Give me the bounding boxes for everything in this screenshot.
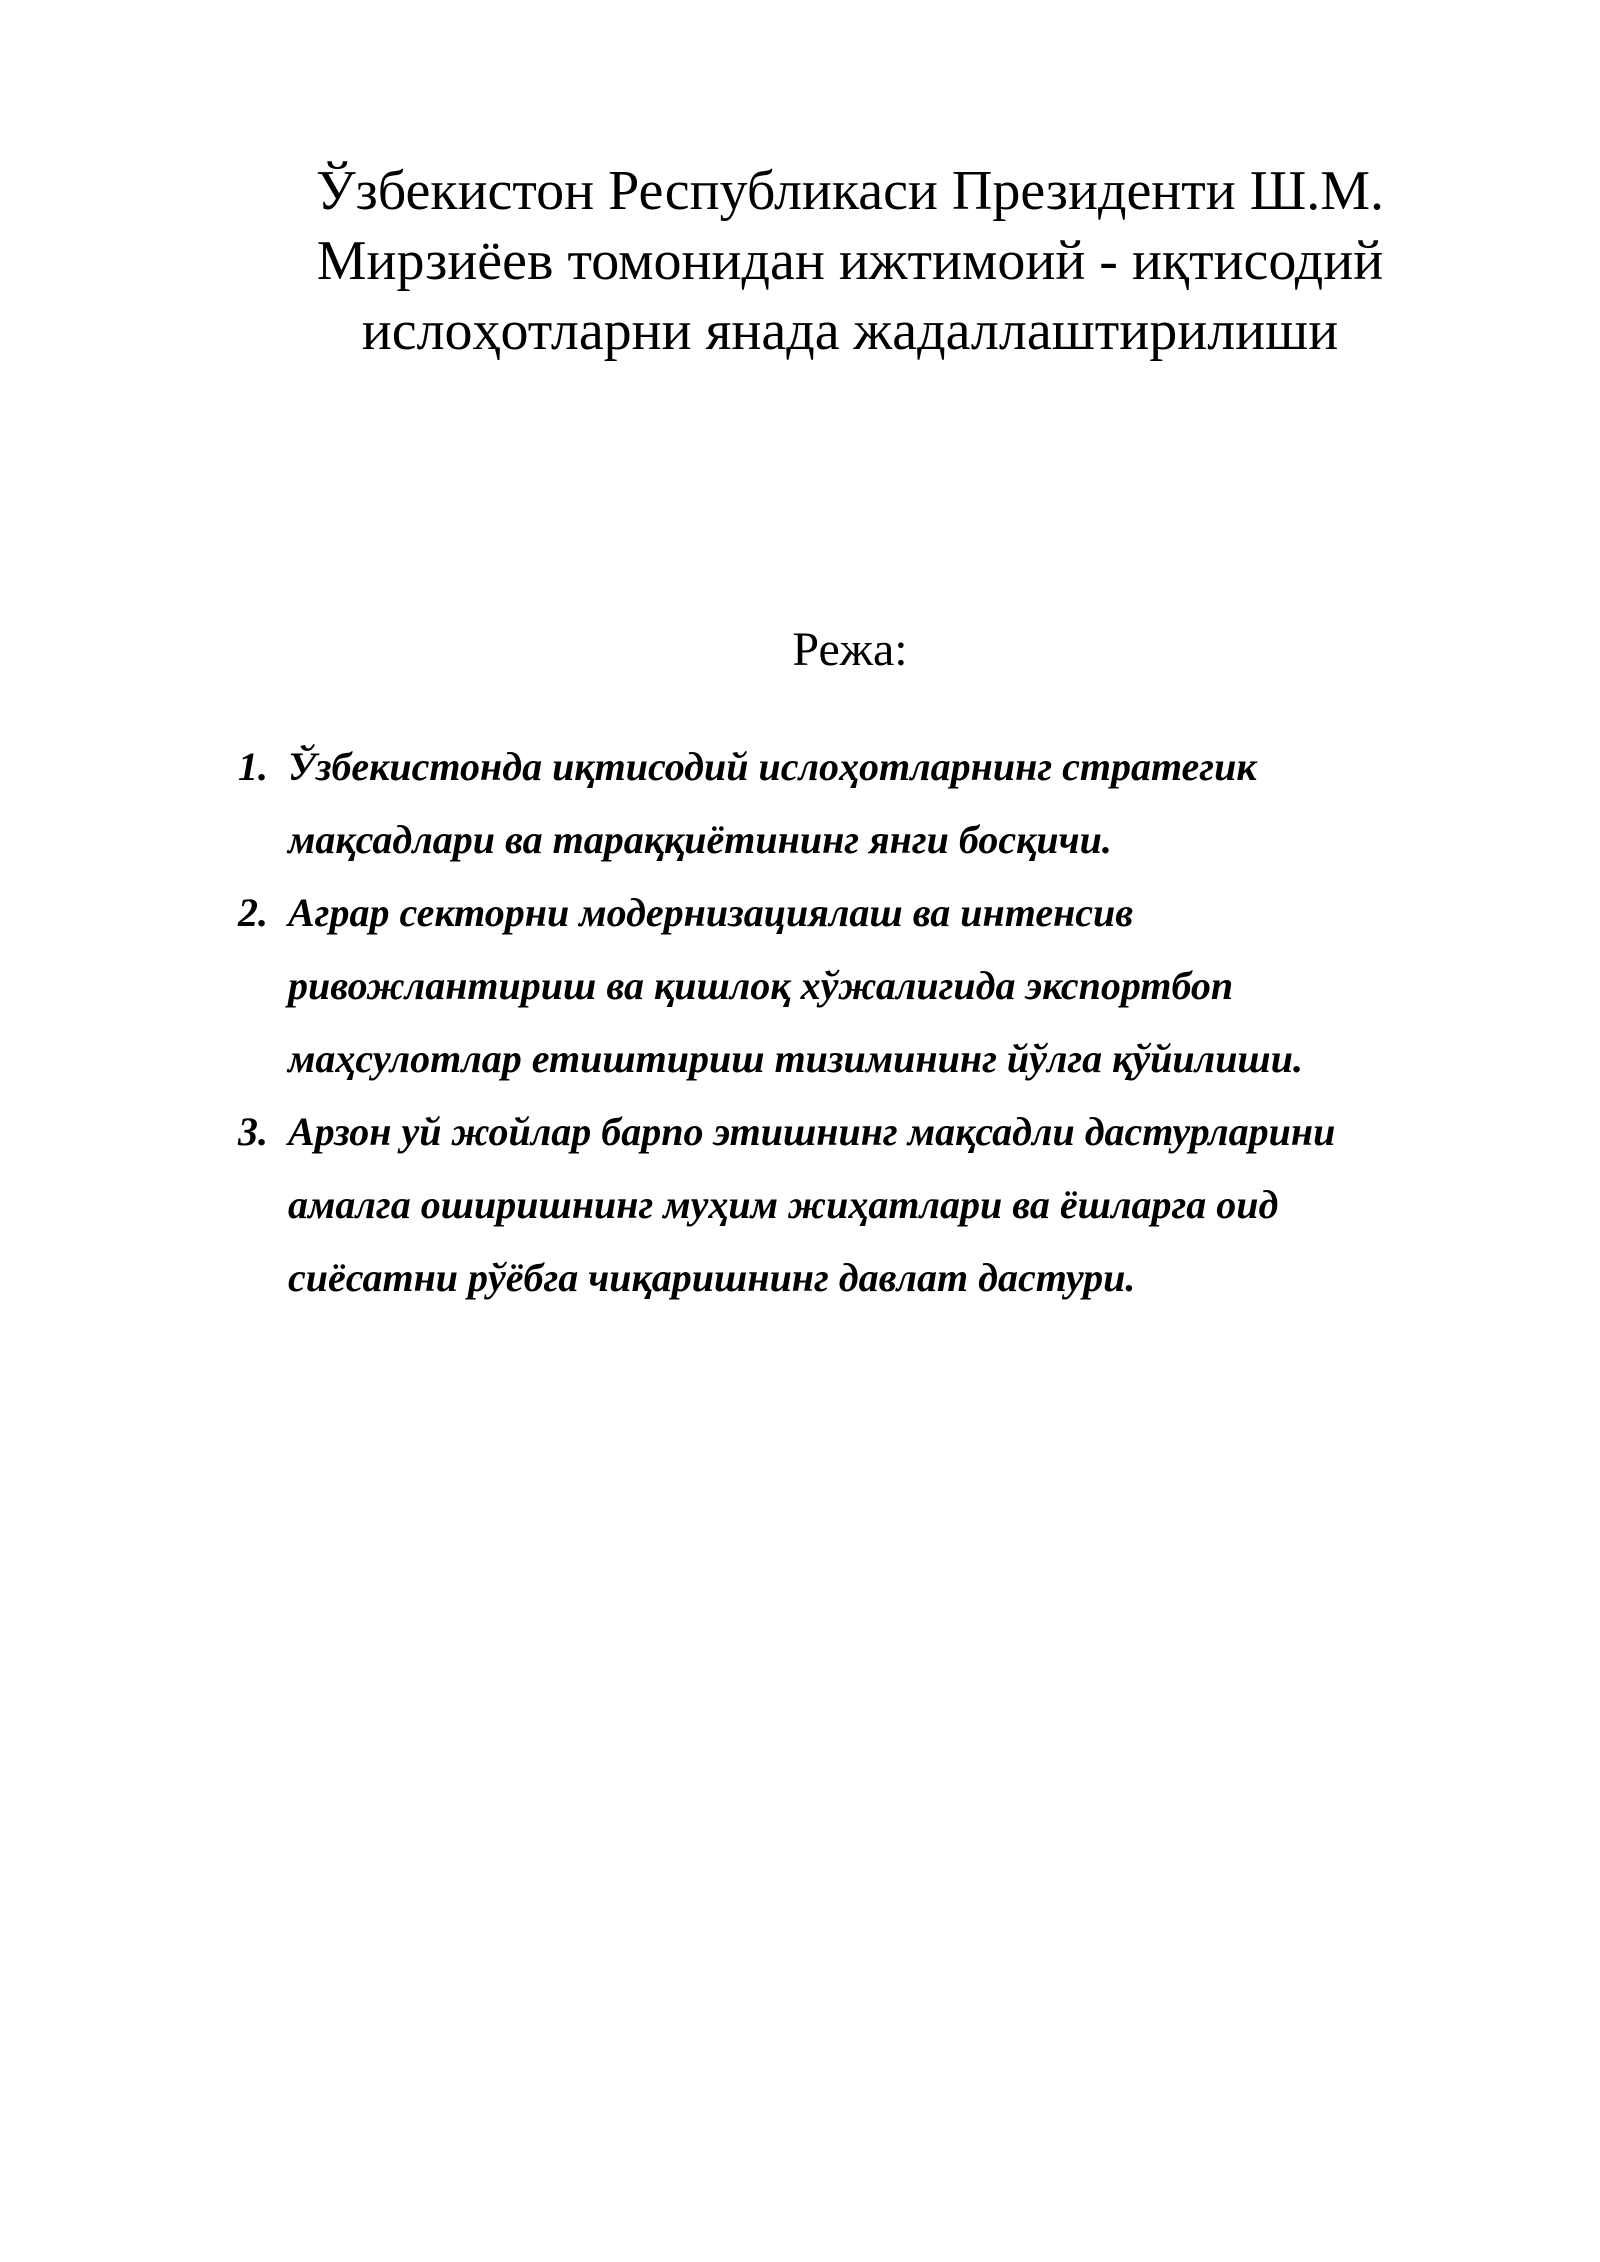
plan-item-line: мақсадлари ва тараққиётининг янги босқичи. [288, 817, 1112, 862]
plan-item-line: маҳсулотлар етиштириш тизимининг йўлга қўйилиши. [288, 1036, 1303, 1081]
plan-item-line: Ўзбекистонда иқтисодий ислоҳотларнинг стратегик [288, 744, 1257, 789]
plan-item-line: Аграр секторни модернизациялаш ва интенсив [288, 890, 1134, 935]
plan-item-line: сиёсатни рўёбга чиқаришнинг давлат дастури. [288, 1255, 1136, 1300]
plan-item [238, 1095, 1498, 1314]
plan-item-number: 1. [238, 744, 268, 789]
plan-list [238, 730, 1498, 1314]
plan-item-line: амалга оширишнинг муҳим жиҳатлари ва ёшларга оид [288, 1182, 1279, 1227]
plan-item [238, 730, 1498, 876]
plan-item-line: Арзон уй жойлар барпо этишнинг мақсадли дастурларини [288, 1109, 1336, 1154]
title-line: ислоҳотларни янада жадаллаштирилиши [361, 300, 1339, 362]
title-line: Мирзиёев томонидан ижтимоий - иқтисодий [316, 230, 1384, 292]
plan-item [238, 876, 1498, 1095]
plan-item-number: 2. [238, 890, 268, 935]
title-line: Ўзбекистон Республикаси Президенти Ш.М. [315, 160, 1385, 222]
document-title [250, 156, 1450, 366]
plan-item-number: 3. [238, 1109, 268, 1154]
plan-heading: Режа: [792, 623, 908, 676]
plan-item-line: ривожлантириш ва қишлоқ хўжалигида экспортбоп [288, 963, 1234, 1008]
